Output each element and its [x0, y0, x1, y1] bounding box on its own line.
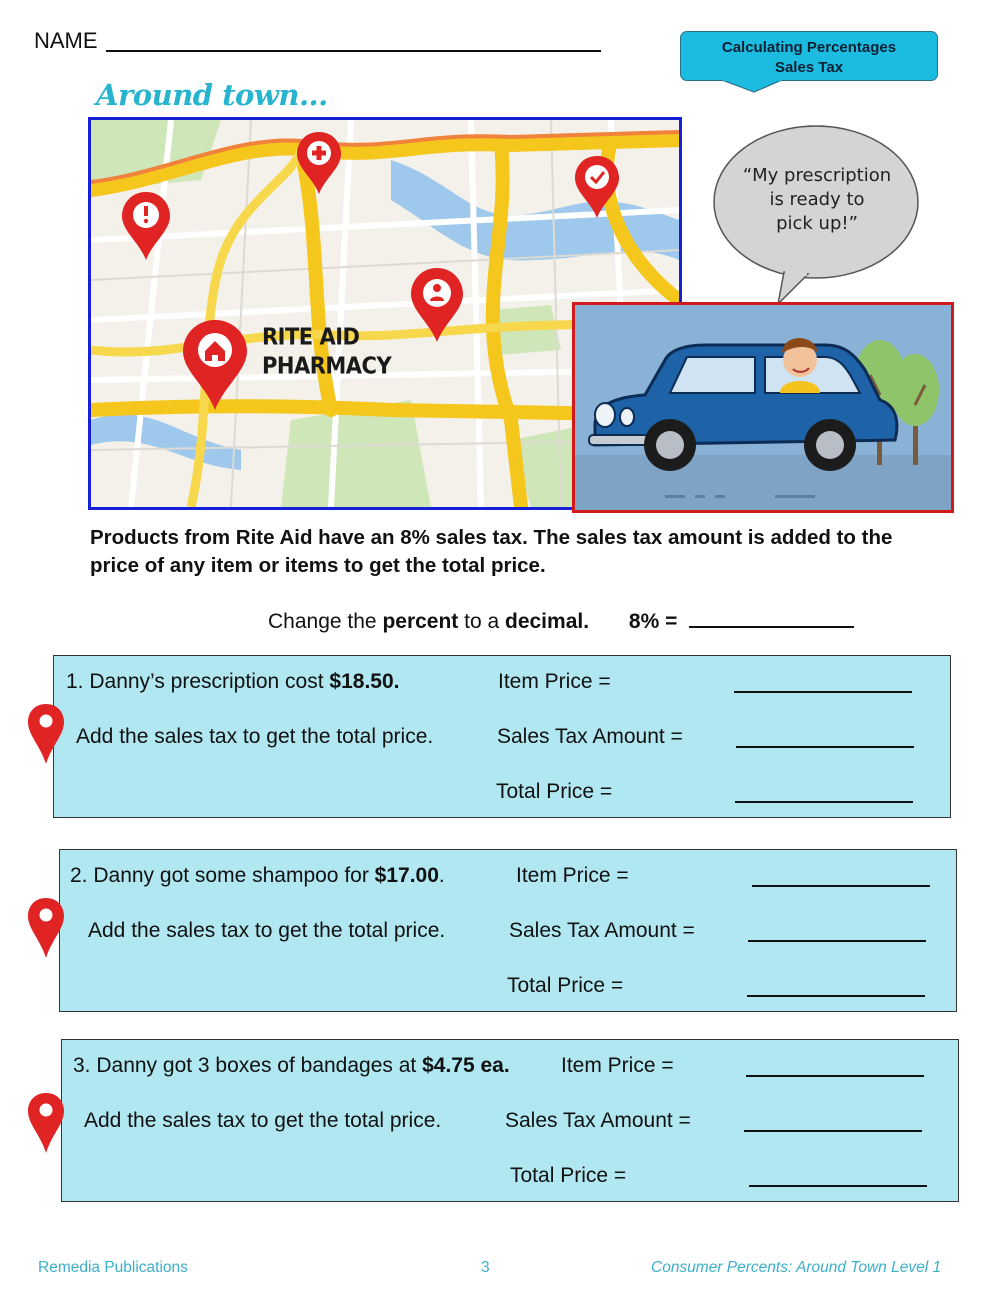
name-label: NAME — [34, 28, 98, 53]
speech-line-3: pick up!” — [776, 213, 858, 234]
convert-pre: Change the — [268, 610, 383, 633]
problem-1-item-price-blank[interactable] — [734, 691, 912, 693]
section-title: Around town... — [96, 78, 328, 112]
rite-aid-line-2: PHARMACY — [262, 353, 392, 379]
problem-2-price: $17.00 — [374, 864, 439, 887]
problem-3-price: $4.75 ea. — [422, 1054, 510, 1077]
problem-1-text: 1. Danny’s prescription cost — [66, 670, 330, 693]
problem-3-item-price-blank[interactable] — [746, 1075, 924, 1077]
problem-2-item-price-blank[interactable] — [752, 885, 930, 887]
topic-line-1: Calculating Percentages — [721, 39, 897, 56]
problem-2-text: 2. Danny got some shampoo for — [70, 864, 375, 887]
problem-2-price-suffix: . — [438, 864, 445, 887]
problem-1-statement — [66, 670, 399, 694]
problem-3-item-price-label: Item Price = — [561, 1054, 674, 1077]
problem-3-text: 3. Danny got 3 boxes of bandages at — [73, 1054, 423, 1077]
problem-1-total-blank[interactable] — [735, 801, 913, 803]
name-input-line[interactable] — [106, 50, 601, 52]
problem-1-total-label: Total Price = — [496, 780, 613, 803]
convert-instruction — [268, 606, 854, 634]
problem-1-instruction: Add the sales tax to get the total price. — [76, 725, 434, 748]
location-pin-icon — [27, 1092, 65, 1154]
topic-line-2: Sales Tax — [774, 59, 844, 76]
problem-1-price: $18.50. — [329, 670, 400, 693]
rite-aid-line-1: RITE AID — [262, 323, 360, 350]
rite-aid-label — [262, 323, 391, 381]
decimal-answer-blank[interactable] — [689, 606, 854, 628]
problem-2-box — [59, 849, 957, 1012]
problem-2-total-blank[interactable] — [747, 995, 925, 997]
problem-3-tax-label: Sales Tax Amount = — [505, 1109, 691, 1132]
problem-3-box — [61, 1039, 959, 1202]
problem-2-tax-blank[interactable] — [748, 940, 926, 942]
location-pin-icon — [27, 897, 65, 959]
problem-1-tax-label: Sales Tax Amount = — [497, 725, 683, 748]
alert-pin-icon — [122, 192, 170, 260]
decimal-word: decimal. — [505, 610, 590, 633]
speech-line-1: “My prescription — [742, 165, 892, 186]
problem-3-instruction: Add the sales tax to get the total price. — [84, 1109, 442, 1132]
speech-text — [722, 164, 912, 236]
problem-2-statement — [70, 864, 445, 888]
location-pin-icon — [27, 703, 65, 765]
problem-1-tax-blank[interactable] — [736, 746, 914, 748]
footer-publisher: Remedia Publications — [38, 1259, 188, 1276]
problem-2-item-price-label: Item Price = — [516, 864, 629, 887]
footer-page-number: 3 — [481, 1259, 490, 1276]
percent-word: percent — [382, 610, 459, 633]
problem-3-total-blank[interactable] — [749, 1185, 927, 1187]
topic-badge — [680, 31, 938, 81]
intro-text: Products from Rite Aid have an 8% sales tax. The sales tax amount is added to the price of any item or items to get the total price. — [90, 526, 893, 577]
footer-series: Consumer Percents: Around Town Level 1 — [651, 1259, 942, 1276]
problem-3-statement — [73, 1054, 510, 1078]
problem-2-instruction: Add the sales tax to get the total price. — [88, 919, 446, 942]
convert-expression: 8% = — [628, 610, 678, 633]
speech-line-2: is ready to — [769, 189, 865, 210]
car-illustration — [572, 302, 954, 513]
problem-3-tax-blank[interactable] — [744, 1130, 922, 1132]
problem-2-tax-label: Sales Tax Amount = — [509, 919, 695, 942]
problem-2-total-label: Total Price = — [507, 974, 624, 997]
convert-mid: to a — [458, 610, 505, 633]
problem-1-item-price-label: Item Price = — [498, 670, 611, 693]
topic-badge-tail — [722, 80, 792, 94]
problem-1-box — [53, 655, 951, 818]
problem-3-total-label: Total Price = — [510, 1164, 627, 1187]
